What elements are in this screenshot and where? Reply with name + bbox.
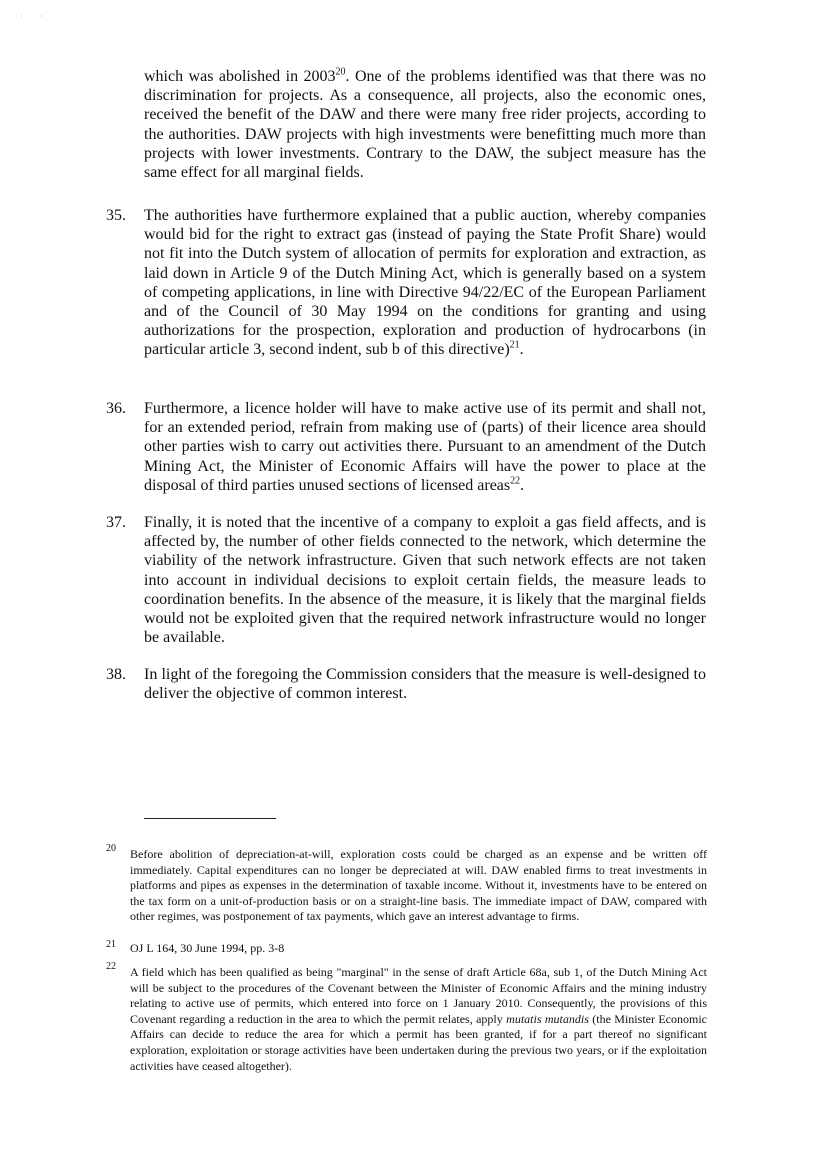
text-run: . bbox=[519, 341, 524, 359]
text-run: A field which has been qualified as being "marginal" in the sense of draft Article 68a, sub 1, of the Dutch Mining Act will be subject to the procedures of the Covenant between the Minister of Economic Affairs and the mining industry relating to active use of permits, which entered into force on 1 January 2010. Consequently, the provisions of this Covenant regarding a reduction in the area to which the permit relates, apply bbox=[130, 965, 707, 1026]
paragraph-38 bbox=[144, 665, 706, 703]
text-run: . bbox=[520, 476, 525, 494]
footnote-separator bbox=[144, 818, 276, 819]
paragraph-text bbox=[144, 514, 706, 646]
italic-text: mutatis mutandis bbox=[506, 1011, 589, 1026]
footnote-20 bbox=[130, 847, 707, 925]
paragraph-text bbox=[144, 400, 706, 494]
paragraph-number: 35. bbox=[106, 207, 126, 224]
footnote-number: 21 bbox=[106, 939, 116, 950]
footnote-ref: 20 bbox=[335, 66, 346, 78]
footnote-ref: 22 bbox=[510, 475, 521, 487]
footnote-text bbox=[130, 941, 284, 955]
paragraph-continuation bbox=[144, 67, 706, 182]
scan-marks: · · bbox=[20, 12, 44, 21]
paragraph-number: 38. bbox=[106, 666, 126, 683]
text-run: which was abolished in 2003 bbox=[144, 68, 336, 85]
text-run: In light of the foregoing the Commission considers that the measure is well-designed to deliver the objective of common interest. bbox=[144, 666, 706, 703]
paragraph-35 bbox=[144, 206, 706, 360]
footnote-text bbox=[130, 965, 707, 1073]
text-run: OJ L 164, 30 June 1994, pp. 3-8 bbox=[130, 941, 285, 955]
paragraph-text bbox=[144, 207, 706, 358]
text-run: The authorities have furthermore explained that a public auction, whereby companies would bid for the right to extract gas (instead of paying the State Profit Share) would not fit into the Dutch system of allocation of permits for exploration and extraction, as laid down in Article 9 of the Dutch Mining Act, which is generally based on a system of competing applications, in line with Directive 94/22/EC of the European Parliament and of the Council of 30 May 1994 on the conditions for granting and using authorizations for the prospection, exploration and production of hydrocarbons (in particular article 3, second indent, sub b of this directive) bbox=[144, 207, 706, 359]
paragraph-text bbox=[144, 68, 706, 181]
footnote-ref: 21 bbox=[509, 340, 520, 352]
paragraph-36 bbox=[144, 399, 706, 495]
text-run: . One of the problems identified was that there was no discrimination for projects. As a consequence, all projects, also the economic ones, received the benefit of the DAW and there were many free rider projects, according to the authorities. DAW projects with high investments were benefitting much more than projects with lower investments. Contrary to the DAW, the subject measure has the same effect for all marginal fields. bbox=[144, 68, 706, 182]
paragraph-text bbox=[144, 666, 706, 702]
text-run: Before abolition of depreciation-at-will, exploration costs could be charged as an expense and be written off immediately. Capital expenditures can no longer be depreciated at will. DAW enabled firms to treat investments in platforms and pipes as expenses in the determination of taxable income. Without it, investments have to be entered on the tax form on a unit-of-production basis or on a straight-line basis. The immediate impact of DAW, compared with other regimes, was postponement of tax payments, which gave an interest advantage to firms. bbox=[130, 847, 707, 924]
footnote-number: 20 bbox=[106, 843, 116, 854]
footnote-22 bbox=[130, 965, 707, 1074]
paragraph-37 bbox=[144, 513, 706, 647]
text-run: Furthermore, a licence holder will have to make active use of its permit and shall not, for an extended period, refrain from making use of (parts) of their licence area should other parties wish to carry out activities there. Pursuant to an amendment of the Dutch Mining Act, the Minister of Economic Affairs will have the power to place at the disposal of third parties unused sections of licensed areas bbox=[144, 400, 706, 494]
text-run: (the Minister Economic Affairs can decide to reduce the area for which a permit has been granted, if for a part thereof no significant exploration, exploitation or storage activities have been undertaken during the previous two years, or if the exploitation activities have ceased altogether). bbox=[130, 1011, 708, 1073]
footnote-text bbox=[130, 847, 707, 923]
text-run: Finally, it is noted that the incentive of a company to exploit a gas field affects, and is affected by, the number of other fields connected to the network, which determine the viability of the network infrastructure. Given that such network effects are not taken into account in individual decisions to exploit certain fields, the measure leads to coordination benefits. In the absence of the measure, it is likely that the marginal fields would not be exploited given that the required network infrastructure would no longer be available. bbox=[144, 514, 706, 647]
paragraph-number: 36. bbox=[106, 400, 126, 417]
footnote-21 bbox=[130, 941, 707, 957]
paragraph-number: 37. bbox=[106, 514, 126, 531]
footnote-number: 22 bbox=[106, 961, 116, 972]
